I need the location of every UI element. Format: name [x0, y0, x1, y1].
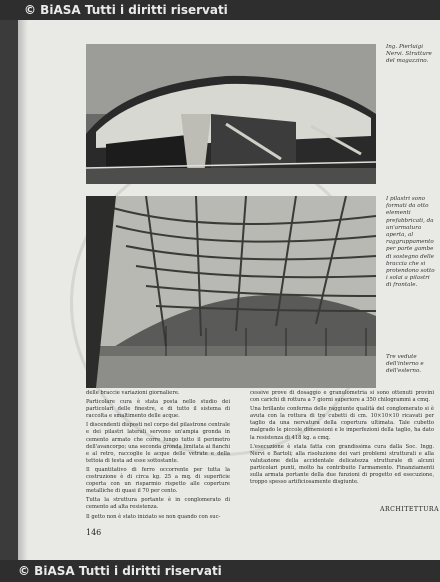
photo-vault-interior: [86, 196, 376, 388]
page-binding: [18, 20, 28, 560]
page-number: 146: [86, 528, 102, 537]
caption-middle: I pilastri sono formati da otto elementi prefabbricati, da un'armatura aperta, al raggruppamento per parte gambe di sostegno delle braccia che si protendono sotto i solai a pilastri di frontale.: [386, 196, 435, 289]
section-label: ARCHITETTURA: [380, 506, 440, 513]
caption-top: Ing. Pierluigi Nervi. Strutture del magazzino.: [386, 44, 432, 65]
text-column-right: [250, 390, 434, 488]
paragraph: I discendenti disposti nel corpo del pilastrone centrale e dei pilastri laterali servono un'ampia gronda in cemento armato che corre lungo tutto il perimetro dell'avancorpo; una seconda gronda limitata ai fianchi e al retro, raccoglie le acque delle vetrate e della tettoia di testa ad esse sottostante.: [86, 422, 230, 464]
paragraph: cessive prove di dosaggio e granulometria si sono ottenuti provini con carichi di rottura a 7 giorni superiore a 350 chilogrammi a cmq.: [250, 390, 434, 404]
paragraph: L'esecuzione è stata fatta con grandissima cura dalla Soc. Ingg. Nervi e Bartoli; alla risoluzione dei vari problemi strutturali e alla valutazione della accidentale delicatezza strutturale di alcuni particolari punti, molto ha contribuito l'armamento. Finanziamenti sulla armata portante della due funzioni di progetto ed esecuzione, troppo spesso artificiosamente disgiunte.: [250, 443, 434, 486]
caption-bottom: Tre vedute dell'interno e dell'esterno.: [386, 354, 424, 375]
photo-roof-exterior-graphic: [86, 44, 376, 184]
photo-roof-exterior: [86, 44, 376, 184]
paragraph: Il getto non è stato iniziato se non quando con suc-: [86, 513, 221, 520]
paragraph: Il quantitativo di ferro occorrente per tutta la costruzione è di circa kg. 25 a mq. di superficie coperta con un risparmio rispetto alle coperture metalliche di quasi il 70 per cento.: [86, 466, 230, 495]
copyright-footer: © BiASA Tutti i diritti riservati: [0, 560, 440, 582]
copyright-header: © BiASA Tutti i diritti riservati: [0, 0, 440, 20]
paragraph: delle braccie variazioni giornaliere.: [86, 390, 180, 396]
paragraph: Particolare cura è stata posta nello studio dei particolari delle finestre, e di tutto il sistema di raccolta e smaltimento delle acque.: [86, 399, 230, 420]
photo-vault-interior-graphic: [86, 196, 376, 388]
text-column-left: [86, 390, 230, 523]
paragraph: Tutta la struttura portante è in conglomerato di cemento ad alta resistenza.: [86, 497, 230, 511]
paragraph: Una brillante conferma delle raggiunte qualità del conglomerato si è avuta con la rottura di tre cubetti di cm. 10×10×10 ricavati per taglio da una nervatura della copertura ultimata. Tale cubetto malgrado le piccole dimensioni e le imperfezioni della taglio, ha dato la resistenza di 418 kg. a cmq.: [250, 406, 434, 441]
